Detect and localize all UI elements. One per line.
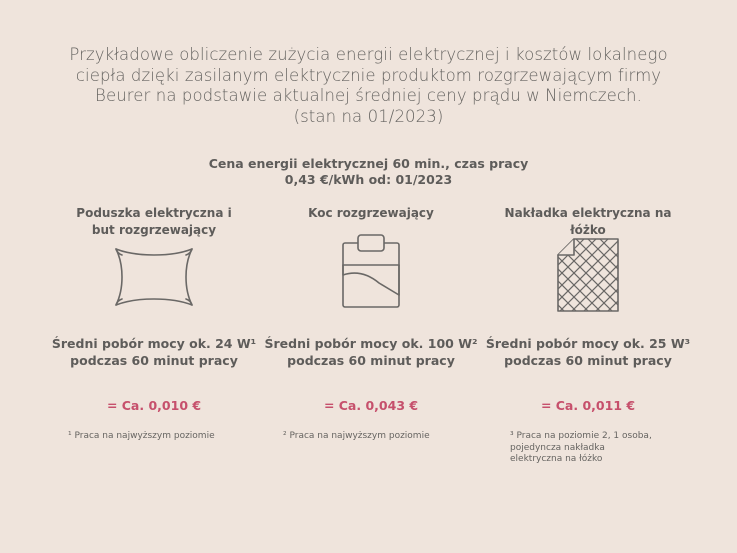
price-line: Cena energii elektrycznej 60 min., czas pracy	[208, 156, 529, 171]
footnote	[510, 431, 680, 466]
footnote-line: ³ Praca na poziomie 2, 1 osoba,	[510, 431, 652, 441]
intro-text	[40, 45, 697, 127]
price-line: 0,43 €/kWh od: 01/2023	[284, 172, 453, 187]
intro-line: (stan na 01/2023)	[293, 106, 444, 126]
power-usage	[251, 335, 491, 369]
power-usage-line: podczas 60 minut pracy	[504, 353, 672, 368]
power-usage-line: podczas 60 minut pracy	[287, 353, 455, 368]
product-column-mattress-pad	[478, 205, 698, 464]
footnote-line: elektryczna na łóżko	[510, 454, 603, 464]
cost-value: = Ca. 0,010 €	[106, 398, 202, 413]
power-usage	[468, 335, 708, 369]
power-usage	[34, 335, 274, 369]
power-usage-line: Średni pobór mocy ok. 24 W¹	[51, 336, 257, 351]
footnote-line: pojedyncza nakładka	[510, 442, 605, 453]
intro-line: ciepła dzięki zasilanym elektrycznie produktom rozgrzewającym firmy	[75, 65, 662, 85]
cost-value: = Ca. 0,043 €	[323, 398, 419, 413]
cost-value: = Ca. 0,011 €	[540, 398, 636, 413]
price-info	[100, 156, 637, 188]
product-title-line: Koc rozgrzewający	[308, 206, 434, 220]
footnote	[68, 431, 268, 443]
footnote	[283, 431, 483, 443]
product-title-line: but rozgrzewający	[91, 223, 217, 237]
power-usage-line: podczas 60 minut pracy	[70, 353, 238, 368]
power-usage-line: Średni pobór mocy ok. 25 W³	[485, 336, 691, 351]
intro-line: Beurer na podstawie aktualnej średniej ceny prądu w Niemczech.	[95, 86, 642, 105]
product-column-pillow	[44, 205, 264, 441]
power-usage-line: Średni pobór mocy ok. 100 W²	[264, 336, 478, 351]
product-title	[478, 205, 698, 239]
footnote-line: ² Praca na najwyższym poziomie	[283, 431, 430, 441]
intro-line: Przykładowe obliczenie zużycia energii elektrycznej i kosztów lokalnego	[69, 45, 668, 64]
product-column-blanket	[261, 205, 481, 441]
product-title-line: Poduszka elektryczna i	[76, 206, 232, 220]
footnote-line: ¹ Praca na najwyższym poziomie	[68, 431, 215, 441]
blanket-icon	[323, 231, 419, 311]
product-title	[44, 205, 264, 239]
product-title-line: Nakładka elektryczna na	[504, 206, 672, 220]
product-title-line: łóżko	[570, 223, 606, 237]
pillow-icon	[106, 239, 202, 315]
mattress-pad-icon	[540, 233, 636, 315]
